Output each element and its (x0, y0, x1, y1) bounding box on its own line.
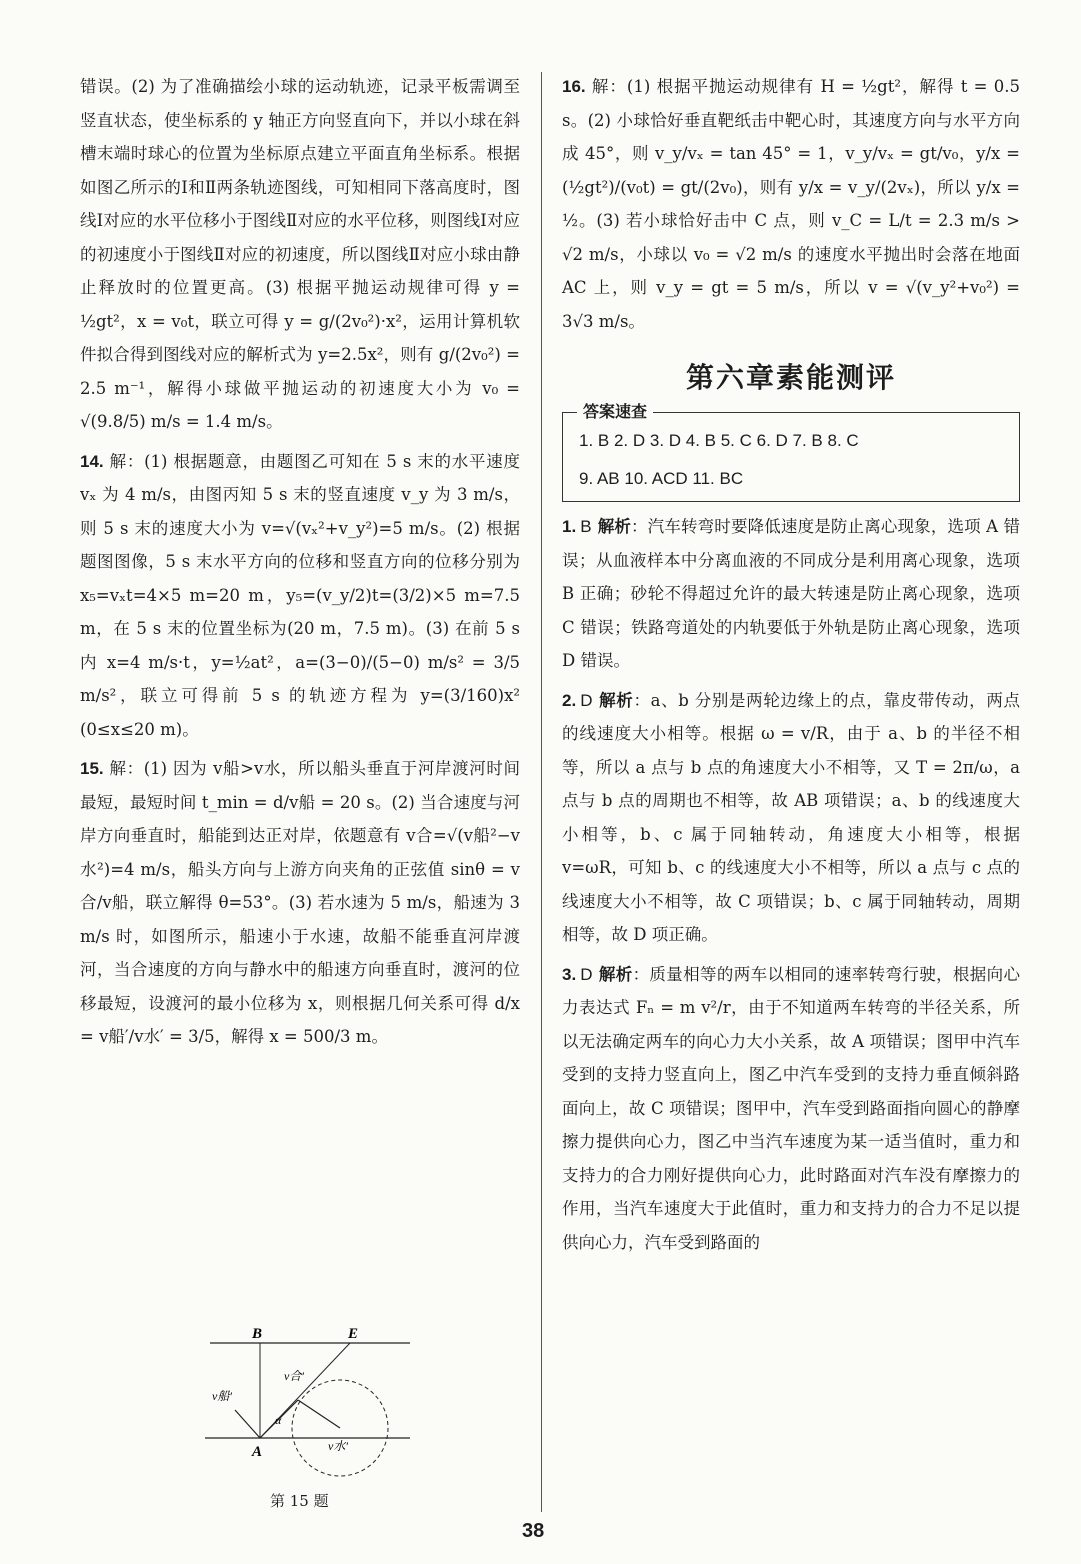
answers-row-2: 9. AB 10. ACD 11. BC (579, 469, 744, 488)
answer-3-letter: D (580, 964, 593, 984)
q16-text: 解：(1) 根据平抛运动规律有 H = ½gt²，解得 t = 0.5 s。(2) 小球恰好垂直靶纸击中靶心时，其速度方向与水平方向成 45°，则 v_y/vₓ = tan 45° = 1，v_y/vₓ = gt/v₀，y/x = (½gt²)/(v₀t) = gt/(2v₀)，则有 y/x = v_y/(2vₓ)，所以 y/x = ½。(3) 若小球恰好击中 C 点，则 v_C = L/t = 2.3 m/s > √2 m/s，小球以 v₀ = √2 m/s 的速度水平抛出时会落在地面 AC 上，则 v_y = gt = 5 m/s，所以 v = √(v_y²+v₀²) = 3√3 m/s。 (562, 77, 1021, 331)
label-v-water: v水′ (328, 1439, 348, 1453)
chapter-title: 第六章素能测评 (685, 361, 896, 394)
label-v-sum: v合′ (284, 1369, 304, 1383)
q14-number: 14. (80, 451, 104, 471)
answers-row-1: 1. B 2. D 3. D 4. B 5. C 6. D 7. B 8. C (579, 431, 859, 450)
q13-continuation: 错误。(2) 为了准确描绘小球的运动轨迹，记录平板需调至竖直状态，使坐标系的 y 轴正方向竖直向下，并以小球在斜槽末端时球心的位置为坐标原点建立平面直角坐标系。根据如图乙所示的Ⅰ和Ⅱ两条轨迹图线，可知相同下落高度时，图线Ⅰ对应的水平位移小于图线Ⅱ对应的水平位移，则图线Ⅰ对应的初速度小于图线Ⅱ对应的初速度，所以图线Ⅱ对应小球由静止释放时的位置更高。(3) 根据平抛运动规律可得 y = ½gt²，x = v₀t，联立可得 y = g/(2v₀²)·x²，运用计算机软件拟合得到图线对应的解析式为 y=2.5x²，则有 g/(2v₀²) = 2.5 m⁻¹，解得小球做平抛运动的初速度大小为 v₀ = √(9.8/5) m/s = 1.4 m/s。 (80, 77, 520, 431)
answer-1-number: 1. (562, 517, 577, 536)
q16-solution (562, 70, 1020, 338)
label-A: A (252, 1444, 263, 1460)
answer-1-label: 解析 (597, 517, 631, 536)
answer-3-text: ：质量相等的两车以相同的速率转弯行驶，根据向心力表达式 Fₙ = m v²/r，由于不知道两车转弯的半径关系，所以无法确定两车的向心力大小关系，故 A 项错误；图甲中汽车受到的支持力竖直向上，图乙中汽车受到的支持力垂直倾斜路面向上，故 C 项错误；图甲中，汽车受到路面指向圆心的静摩擦力提供向心力，图乙中当汽车速度为某一适当值时，重力和支持力的合力刚好提供向心力，此时路面对汽车没有摩擦力的作用，当汽车速度大于此值时，重力和支持力的合力不足以提供向心力，汽车受到路面的 (562, 964, 1021, 1252)
answer-box-title: 答案速查 (577, 399, 653, 422)
left-column (80, 70, 520, 1054)
answer-1-text: ：汽车转弯时要降低速度是防止离心现象，选项 A 错误；从血液样本中分离血液的不同成分是利用离心现象，选项 B 正确；砂轮不得超过允许的最大转速是防止离心现象，选项 C 错误；铁路弯道处的内轨要低于外轨是防止离心现象，选项 D 错误。 (562, 517, 1020, 670)
vector-v-water (298, 1400, 340, 1428)
label-v-boat: v船′ (212, 1389, 232, 1403)
right-column (562, 70, 1020, 1259)
answer-2-letter: D (580, 690, 593, 710)
column-divider (541, 72, 542, 1512)
q15-figure (200, 1328, 420, 1478)
page-number: 38 (522, 1520, 545, 1542)
answer-2-label: 解析 (598, 690, 634, 710)
label-alpha: α (275, 1413, 282, 1427)
label-E: E (348, 1328, 359, 1342)
q16-number: 16. (562, 77, 586, 96)
q15-solution (80, 752, 520, 1054)
answer-3 (562, 958, 1020, 1260)
vector-v-boat (235, 1410, 260, 1438)
answer-box (562, 402, 1020, 502)
answer-2 (562, 684, 1020, 952)
answer-1 (562, 510, 1020, 678)
q14-text: 解：(1) 根据题意，由题图乙可知在 5 s 末的水平速度 vₓ 为 4 m/s，由图丙知 5 s 末的竖直速度 v_y 为 3 m/s，则 5 s 末的速度大小为 v=√(vₓ²+v_y²)=5 m/s。(2) 根据题图图像，5 s 末水平方向的位移和竖直方向的位移分别为 x₅=vₓt=4×5 m=20 m，y₅=(v_y/2)t=(3/2)×5 m=7.5 m，在 5 s 末的位置坐标为(20 m，7.5 m)。(3) 在前 5 s 内 x=4 m/s·t，y=½at²，a=(3−0)/(5−0) m/s² = 3/5 m/s²，联立可得前 5 s 的轨迹方程为 y=(3/160)x² (0≤x≤20 m)。 (80, 451, 520, 739)
q14-solution (80, 445, 520, 747)
answer-3-label: 解析 (598, 964, 633, 984)
answer-2-number: 2. (562, 690, 577, 710)
q15-text: 解：(1) 因为 v船>v水，所以船头垂直于河岸渡河时间最短，最短时间 t_min = d/v船 = 20 s。(2) 当合速度与河岸方向垂直时，船能到达正对岸，依题意有 v合=√(v船²−v水²)=4 m/s，船头方向与上游方向夹角的正弦值 sinθ = v合/v船，联立解得 θ=53°。(3) 若水速为 5 m/s，船速为 3 m/s 时，如图所示，船速小于水速，故船不能垂直河岸渡河，当合速度的方向与静水中的船速方向垂直时，渡河的位移最短，设渡河的最小位移为 x，则根据几何关系可得 d/x = v船′/v水′ = 3/5，解得 x = 500/3 m。 (80, 759, 520, 1046)
q15-number: 15. (80, 759, 104, 778)
label-B: B (252, 1328, 263, 1342)
figure-caption: 第 15 题 (270, 1492, 329, 1510)
answer-2-text: ：a、b 分别是两轮边缘上的点，靠皮带传动，两点的线速度大小相等。根据 ω = v/R，由于 a、b 的半径不相等，所以 a 点与 b 点的角速度大小不相等，又 T = 2π/ω，a 点与 b 点的周期也不相等，故 AB 项错误；a、b 的线速度大小相等，b、c 属于同轴转动，角速度大小相等，根据 v=ωR，可知 b、c 的线速度大小不相等，所以 a 点与 c 点的线速度大小不相等，故 C 项错误；b、c 属于同轴转动，周期相等，故 D 项正确。 (562, 690, 1020, 944)
answer-1-letter: B (580, 517, 592, 536)
answer-3-number: 3. (562, 964, 577, 984)
